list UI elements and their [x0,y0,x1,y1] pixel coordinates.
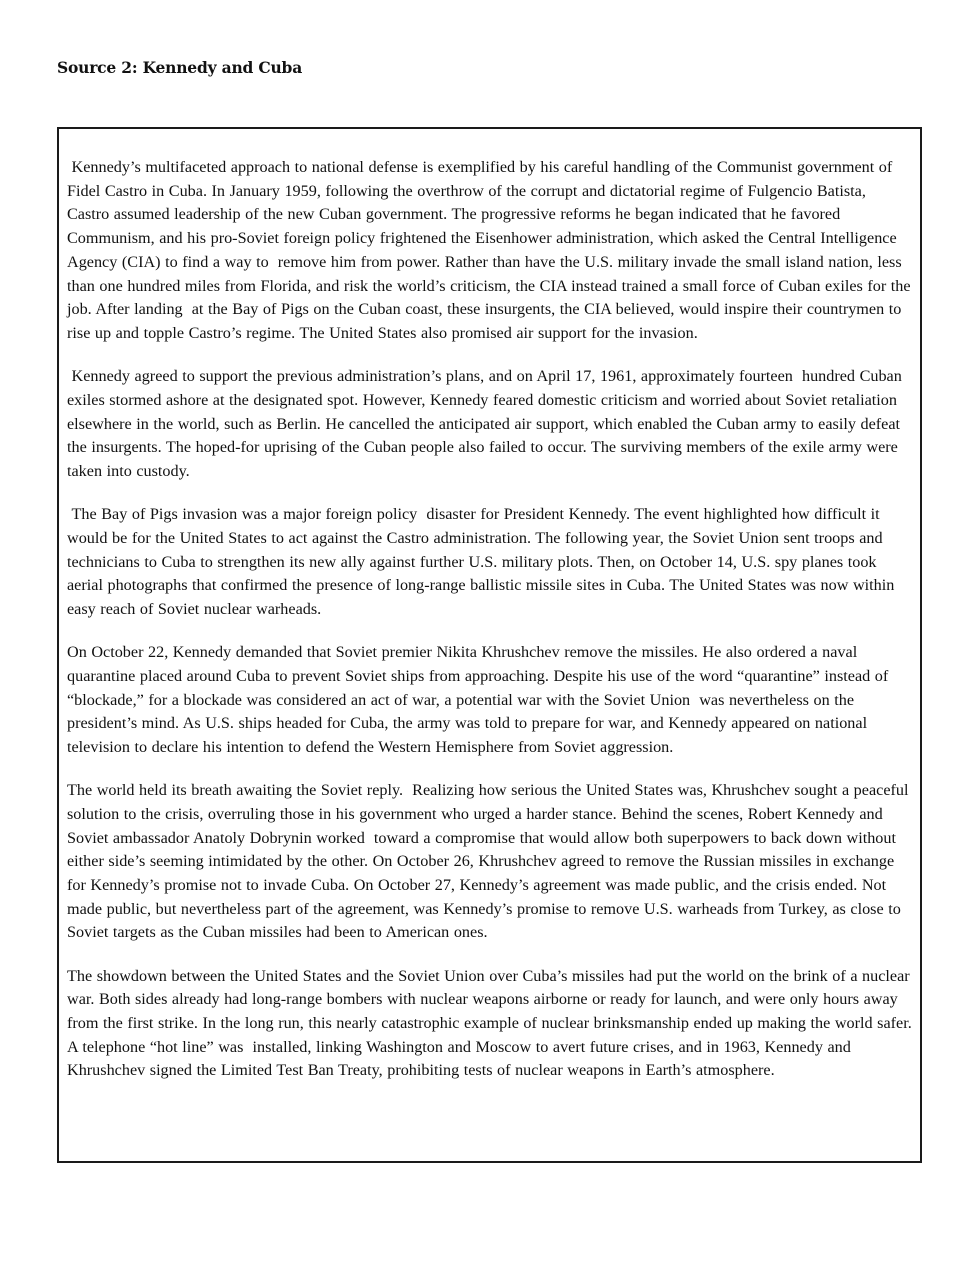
paragraph-resolution: The world held its breath awaiting the Soviet reply. Realizing how serious the United States was, Khrushchev sought a peaceful solution to the crisis, overruling those in his government who urged a harder stance. Behind the scenes, Robert Kennedy and Soviet ambassador Anatoly Dobrynin worked toward a compromise that would allow both superpowers to back down without either side’s seeming intimidated by the other. On October 26, Khrushchev agreed to remove the Russian missiles in exchange for Kennedy’s promise not to invade Cuba. On October 27, Kennedy’s agreement was made public, and the crisis ended. Not made public, but nevertheless part of the agreement, was Kennedy’s promise to remove U.S. warheads from Turkey, as close to Soviet targets as the Cuban missiles had been to American ones. [67,781,914,942]
paragraph-quarantine: On October 22, Kennedy demanded that Soviet premier Nikita Khrushchev remove the missiles. He also ordered a naval quarantine placed around Cuba to prevent Soviet ships from approaching. Despite his use of the word “quarantine” instead of “blockade,” for a blockade was considered an act of war, a potential war with the Soviet Union was nevertheless on the president’s mind. As U.S. ships headed for Cuba, the army was told to prepare for war, and Kennedy appeared on national television to declare his intention to defend the Western Hemisphere from Soviet aggression. [67,643,893,756]
paragraph-aftermath: The showdown between the United States and the Soviet Union over Cuba’s missiles had put the world on the brink of a nuclear war. Both sides already had long-range bombers with nuclear weapons airborne or ready for launch, and were only hours away from the first strike. In the long run, this nearly catastrophic example of nuclear brinksmanship ended up making the world safer. A telephone “hot line” was installed, linking Washington and Moscow to avert future crises, and in 1963, Kennedy and Khrushchev signed the Limited Test Ban Treaty, prohibiting tests of nuclear weapons in Earth’s atmosphere. [67,966,916,1080]
paragraph-invasion: Kennedy agreed to support the previous administration’s plans, and on April 17, 1961, approximately fourteen hundred Cuban exiles stormed ashore at the designated spot. However, Kennedy feared domestic criticism and worried about Soviet retaliation elsewhere in the world, such as Berlin. He cancelled the anticipated air support, which enabled the Cuban army to easily defeat the insurgents. The hoped-for uprising of the Cuban people also failed to occur. The surviving members of the exile army were taken into custody. [67,367,907,480]
paragraph-missile-discovery: The Bay of Pigs invasion was a major foreign policy disaster for President Kennedy. The event highlighted how difficult it would be for the United States to act against the Castro administration. The following year, the Soviet Union sent troops and technicians to Cuba to strengthen its new ally against further U.S. military plots. Then, on October 14, U.S. spy planes took aerial photographs that confirmed the presence of long-range ballistic missile sites in Cuba. The United States was now within easy reach of Soviet nuclear warheads. [67,505,899,618]
source-heading: Source 2: Kennedy and Cuba [57,58,303,77]
source-text-box [57,127,922,1163]
paragraph-bay-of-pigs-background: Kennedy’s multifaceted approach to national defense is exemplified by his careful handling of the Communist government of Fidel Castro in Cuba. In January 1959, following the overthrow of the corrupt and dictatorial regime of Fulgencio Batista, Castro assumed leadership of the new Cuban government. The progressive reforms he began indicated that he favored Communism, and his pro-Soviet foreign policy frightened the Eisenhower administration, which asked the Central Intelligence Agency (CIA) to find a way to remove him from power. Rather than have the U.S. military invade the small island nation, less than one hundred miles from Florida, and risk the world’s criticism, the CIA instead trained a small force of Cuban exiles for the job. After landing at the Bay of Pigs on the Cuban coast, these insurgents, the CIA believed, would inspire their countrymen to rise up and topple Castro’s regime. The United States also promised air support for the invasion. [67,158,916,342]
